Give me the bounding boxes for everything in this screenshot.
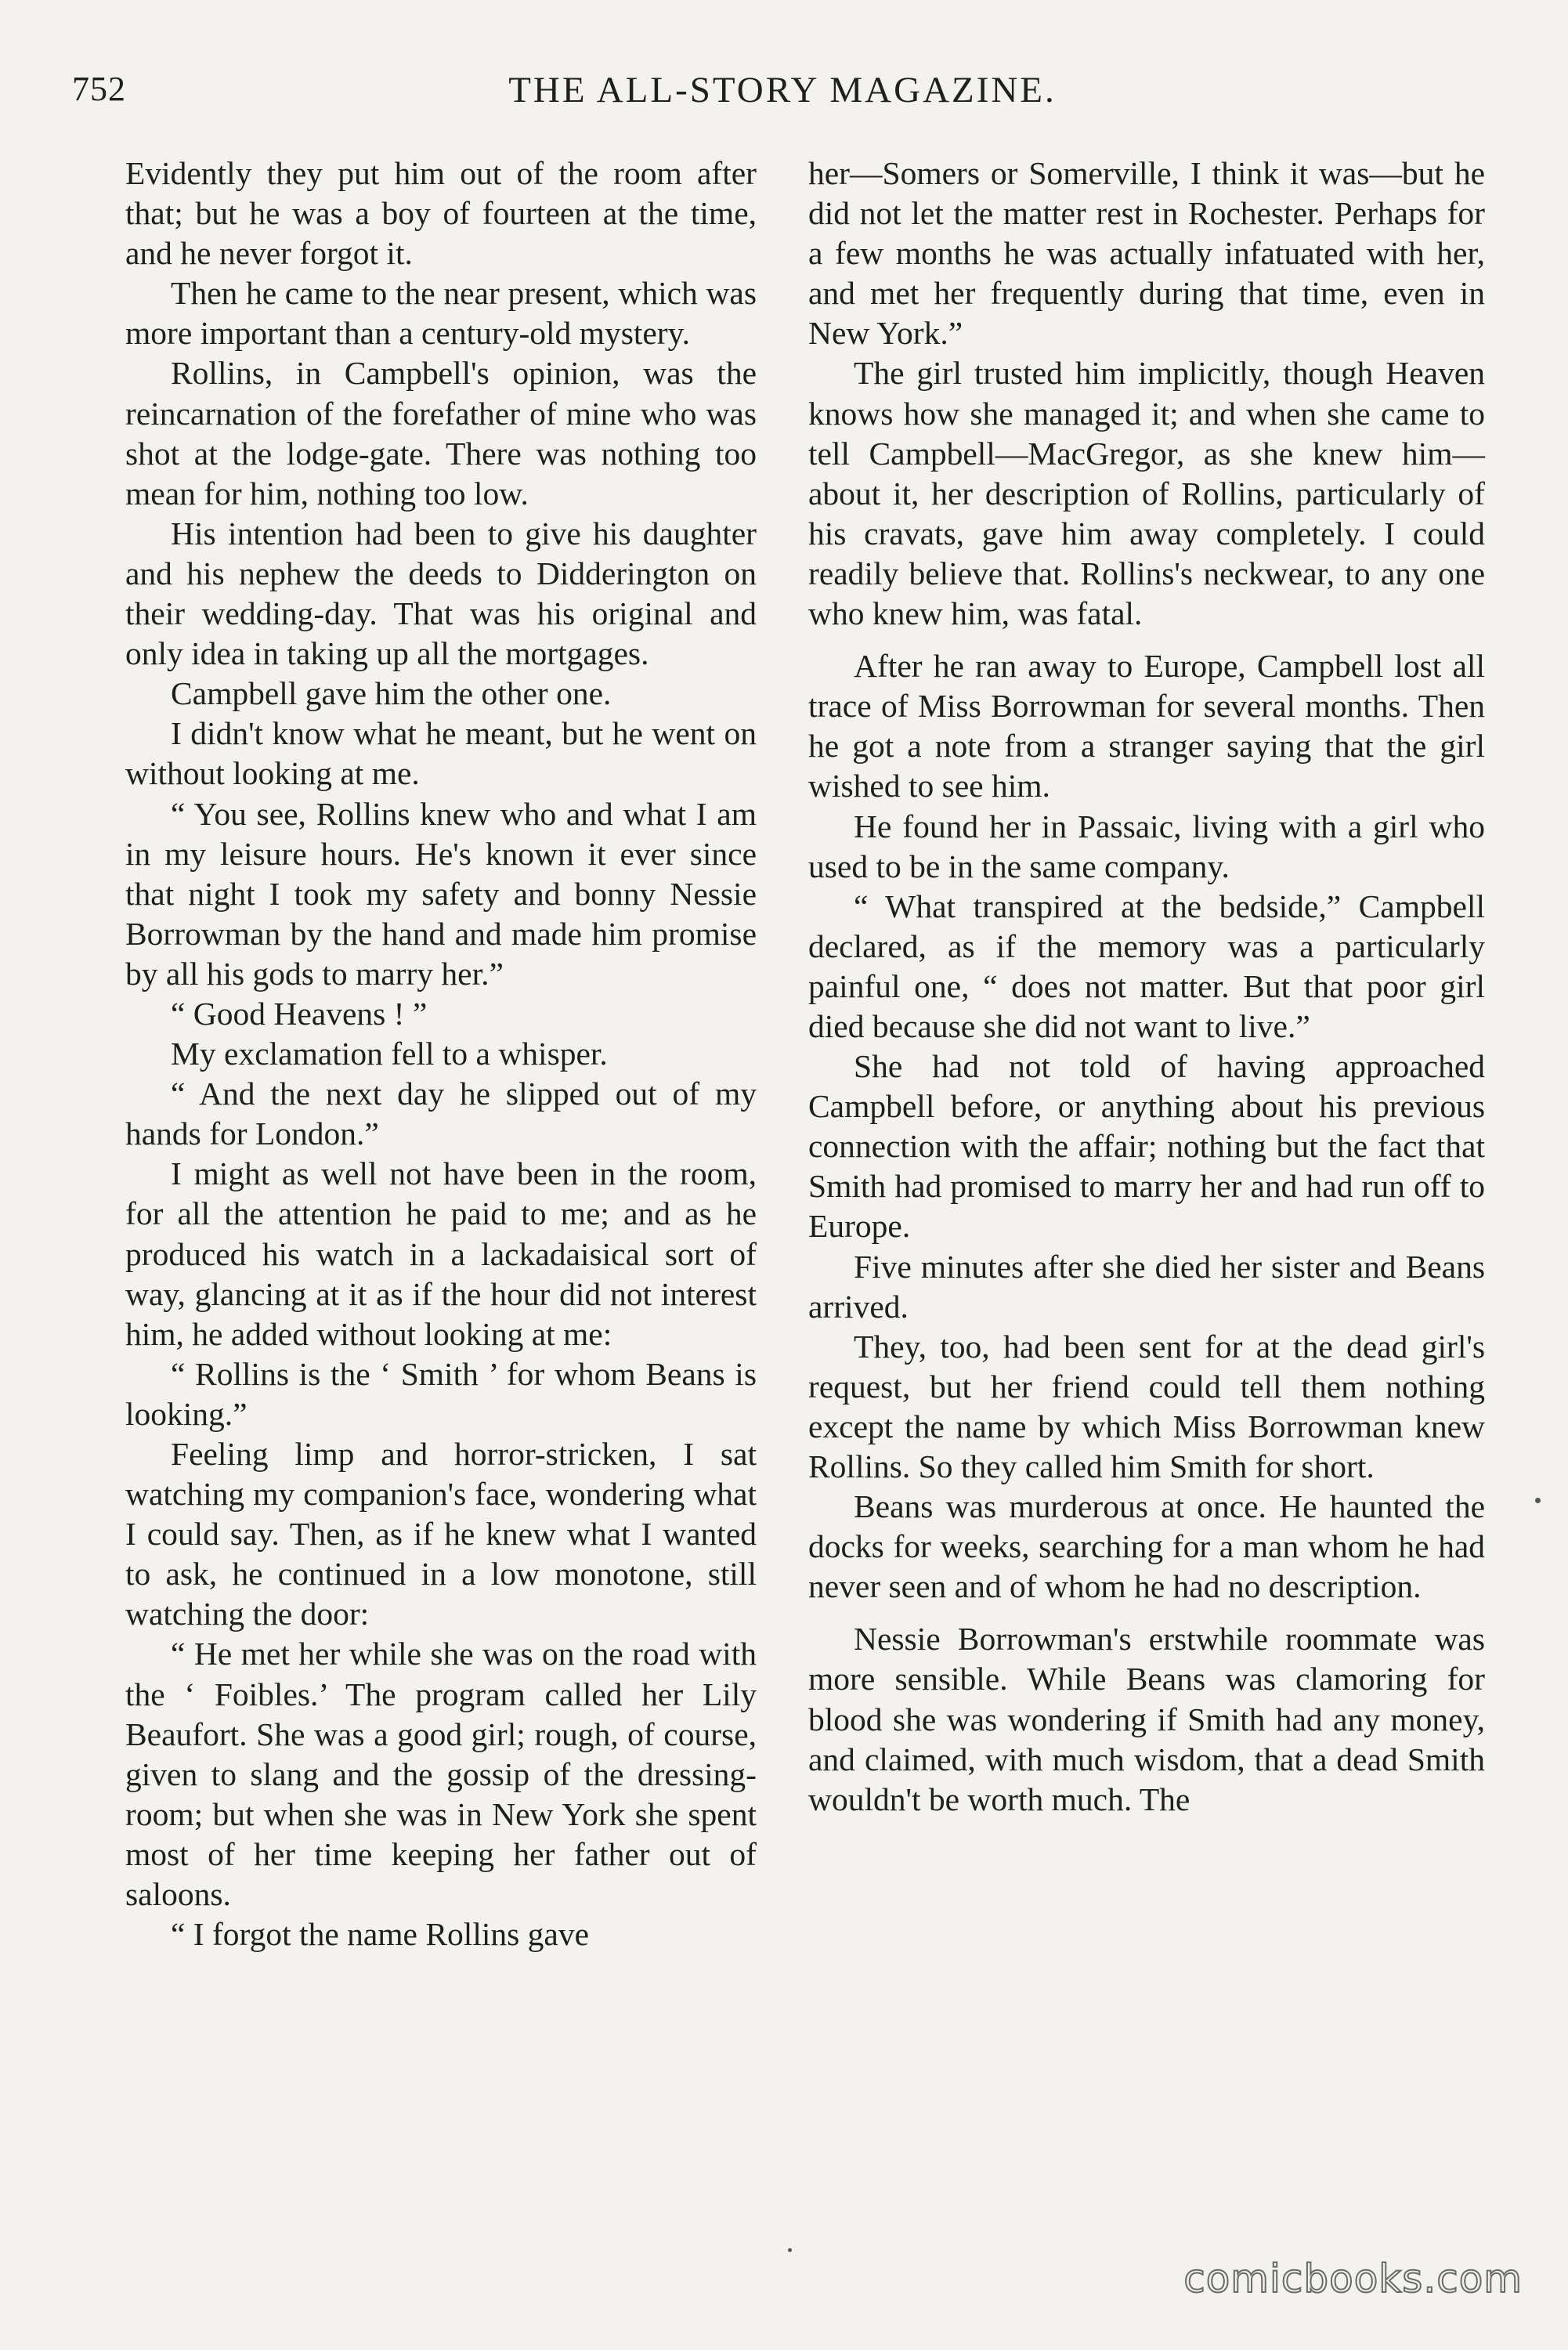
paragraph: I might as well not have been in the room, for all the attention he paid to me; and as he produced his watch in a lackadaisical sort of way, glancing at it as if the hour did not interest him, he added without looking at me: [125, 1155, 757, 1352]
page-number: 752 [72, 70, 126, 108]
paragraph: “ I forgot the name Rollins gave [171, 1916, 589, 1953]
text-column-left [125, 154, 757, 1954]
paragraph: Then he came to the near present, which was more important than a century-old mystery. [125, 275, 757, 352]
paragraph: Beans was murderous at once. He haunted the docks for weeks, searching for a man whom he had never seen and of whom he had no description. [808, 1488, 1485, 1605]
paragraph: “ Good Heavens ! ” [171, 995, 428, 1032]
paragraph: His intention had been to give his daughter and his nephew the deeds to Didderington on their wedding-day. That was his original and only idea in taking up all the mortgages. [125, 515, 757, 672]
paragraph: “ What transpired at the bedside,” Campbell declared, as if the memory was a particularly painful one, “ does not matter. But that poor girl died because she did not want to live.” [808, 888, 1485, 1044]
paragraph: “ Rollins is the ‘ Smith ’ for whom Beans is looking.” [125, 1355, 757, 1432]
paragraph: After he ran away to Europe, Campbell lost all trace of Miss Borrowman for several months. Then he got a note from a stranger saying that the girl wished to see him. [808, 648, 1485, 804]
ink-speck [1535, 1498, 1541, 1503]
paragraph: They, too, had been sent for at the dead girl's request, but her friend could tell them nothing except the name by which Miss Borrowman knew Rollins. So they called him Smith for short. [808, 1328, 1485, 1484]
paragraph: Campbell gave him the other one. [171, 675, 612, 712]
paragraph: “ You see, Rollins knew who and what I am in my leisure hours. He's known it ever since that night I took my safety and bonny Nessie Borrowman by the hand and made him promise by all his gods to marry her.” [125, 795, 757, 992]
paragraph: Evidently they put him out of the room after that; but he was a boy of fourteen at the time, and he never forgot it. [125, 155, 757, 272]
watermark: comicbooks.com [1183, 2256, 1523, 2301]
ink-speck [788, 2248, 792, 2252]
paragraph: “ And the next day he slipped out of my hands for London.” [125, 1076, 757, 1152]
paragraph: Rollins, in Campbell's opinion, was the reincarnation of the forefather of mine who was shot at the lodge-gate. There was nothing too mean for him, nothing too low. [125, 355, 757, 512]
running-title: THE ALL-STORY MAGAZINE. [508, 70, 1057, 110]
paragraph: My exclamation fell to a whisper. [171, 1036, 608, 1072]
paragraph: He found her in Passaic, living with a girl who used to be in the same company. [808, 808, 1485, 884]
paragraph: The girl trusted him implicitly, though Heaven knows how she managed it; and when she came to tell Campbell—MacGregor, as she knew him—about it, her description of Rollins, particularly of his cravats, gave him away completely. I could readily believe that. Rollins's neckwear, to any one who knew him, was fatal. [808, 355, 1485, 632]
paragraph: She had not told of having approached Campbell before, or anything about his previous connection with the affair; nothing but the fact that Smith had promised to marry her and had run off to Europe. [808, 1048, 1485, 1245]
text-column-right [808, 154, 1485, 1820]
page-header [72, 69, 1493, 124]
paragraph: “ He met her while she was on the road with the ‘ Foibles.’ The program called her Lily Beaufort. She was a good girl; rough, of course, given to slang and the gossip of the dressing-room; but when she was in New York she spent most of her time keeping her father out of saloons. [125, 1636, 757, 1913]
paragraph: Five minutes after she died her sister and Beans arrived. [808, 1248, 1485, 1325]
paragraph: I didn't know what he meant, but he went on without looking at me. [125, 715, 757, 792]
paragraph: her—Somers or Somerville, I think it was—but he did not let the matter rest in Rochester. Perhaps for a few months he was actually infatuated with her, and met her frequently during that time, even in New York.” [808, 155, 1485, 352]
paragraph: Nessie Borrowman's erstwhile roommate was more sensible. While Beans was clamoring for blood she was wondering if Smith had any money, and claimed, with much wisdom, that a dead Smith wouldn't be worth much. The [808, 1621, 1485, 1817]
paragraph: Feeling limp and horror-stricken, I sat watching my companion's face, wondering what I could say. Then, as if he knew what I wanted to ask, he continued in a low monotone, still watching the door: [125, 1436, 757, 1632]
